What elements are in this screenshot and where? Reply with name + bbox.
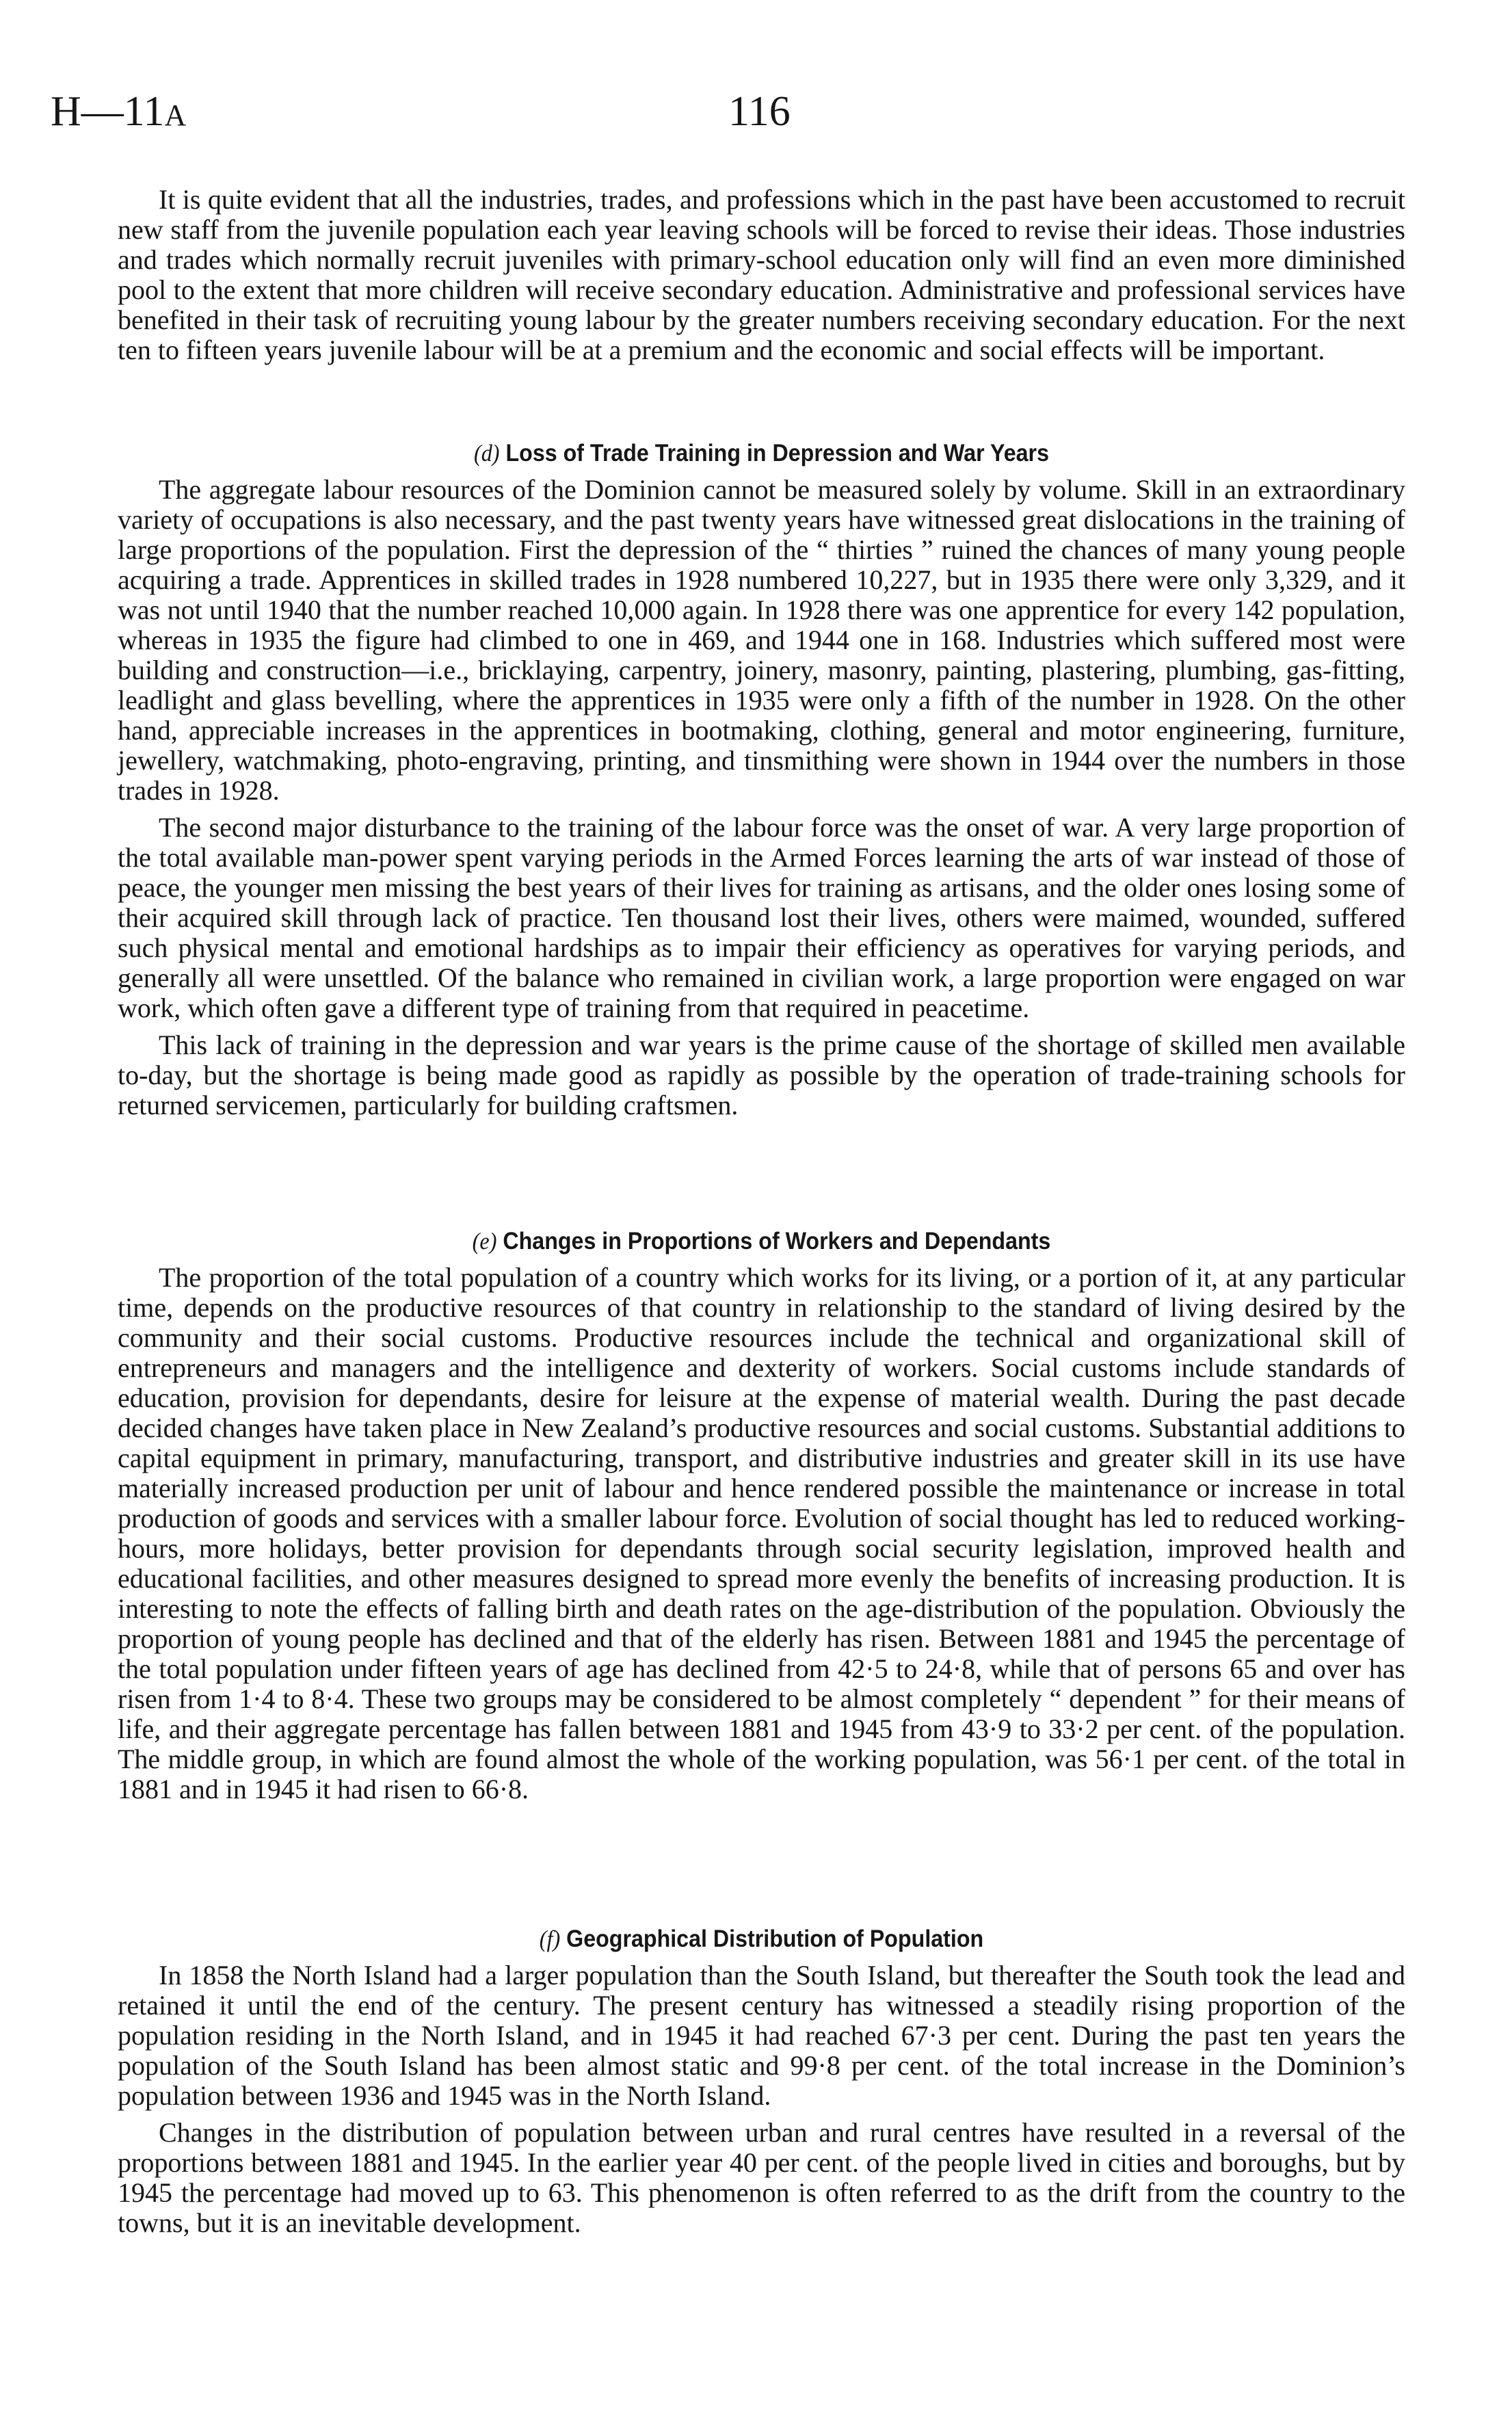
section-e — [118, 1226, 1405, 1811]
paragraph: In 1858 the North Island had a larger population than the South Island, but thereafter the South took the lead and retained it until the end of the century. The present century has witnessed a steadily rising proportion of the population residing in the North Island, and in 1945 it had reached 67·3 per cent. During the past ten years the population of the South Island has been almost static and 99·8 per cent. of the total increase in the Dominion’s population between 1936 and 1945 was in the North Island. — [118, 1960, 1405, 2111]
section-title: Changes in Proportions of Workers and Dependants — [503, 1228, 1051, 1254]
report-code-main: H—11 — [51, 88, 165, 135]
paragraph: The proportion of the total population of a country which works for its living, or a portion of it, at any particular time, depends on the productive resources of that country in relationship to the standard of living desired by the community and their social customs. Productive resources include the technical and organizational skill of entrepreneurs and managers and the intelligence and dexterity of workers. Social customs include standards of education, provision for dependants, desire for leisure at the expense of material wealth. During the past decade decided changes have taken place in New Zealand’s productive resources and social customs. Substantial additions to capital equipment in primary, manufacturing, transport, and distributive industries and greater skill in its use have materially increased production per unit of labour and hence rendered possible the maintenance or increase in total production of goods and services with a smaller labour force. Evolution of social thought has led to reduced working-hours, more holidays, better provision for dependants through social security legislation, improved health and educational facilities, and other measures designed to spread more evenly the benefits of increasing production. It is interesting to note the effects of falling birth and death rates on the age-distribution of the population. Obviously the proportion of young people has declined and that of the elderly has risen. Between 1881 and 1945 the percentage of the total population under fifteen years of age has declined from 42·5 to 24·8, while that of persons 65 and over has risen from 1·4 to 8·4. These two groups may be considered to be almost completely “ dependent ” for their means of life, and their aggregate percentage has fallen between 1881 and 1945 from 43·9 to 33·2 per cent. of the population. The middle group, in which are found almost the whole of the working population, was 56·1 per cent. of the total in 1881 and in 1945 it had risen to 66·8. — [118, 1262, 1405, 1804]
report-code-suffix: A — [164, 98, 187, 132]
section-intro — [118, 185, 1405, 372]
paragraph: It is quite evident that all the industries, trades, and professions which in the past have been accustomed to recruit new staff from the juvenile population each year leaving schools will be forced to revise their ideas. Those industries and trades which normally recruit juveniles with primary-school education only will find an even more diminished pool to the extent that more children will receive secondary education. Administrative and professional services have benefited in their task of recruiting young labour by the greater numbers receiving secondary education. For the next ten to fifteen years juvenile labour will be at a premium and the economic and social effects will be important. — [118, 184, 1405, 365]
section-d — [118, 438, 1405, 1127]
section-heading — [169, 1226, 1353, 1257]
section-heading — [169, 438, 1353, 469]
page-number: 116 — [728, 88, 791, 135]
paragraph: The aggregate labour resources of the Dominion cannot be measured solely by volume. Skill in an extraordinary variety of occupations is also necessary, and the past twenty years have witnessed great dislocations in the training of large proportions of the population. First the depression of the “ thirties ” ruined the chances of many young people acquiring a trade. Apprentices in skilled trades in 1928 numbered 10,227, but in 1935 there were only 3,329, and it was not until 1940 that the number reached 10,000 again. In 1928 there was one apprentice for every 142 population, whereas in 1935 the figure had climbed to one in 469, and 1944 one in 168. Industries which suffered most were building and construction—i.e., bricklaying, carpentry, joinery, masonry, painting, plastering, plumbing, gas-fitting, leadlight and glass bevelling, where the apprentices in 1935 were only a fifth of the number in 1928. On the other hand, appreciable increases in the apprentices in bootmaking, clothing, general and motor engineering, furniture, jewellery, watchmaking, photo-engraving, printing, and tinsmithing were shown in 1944 over the numbers in those trades in 1928. — [118, 474, 1405, 806]
section-letter: (d) — [473, 440, 500, 466]
section-title: Loss of Trade Training in Depression and War Years — [505, 440, 1049, 466]
section-letter: (f) — [539, 1926, 561, 1952]
section-heading — [169, 1923, 1353, 1955]
section-title: Geographical Distribution of Population — [566, 1926, 984, 1952]
paragraph: This lack of training in the depression and war years is the prime cause of the shortage of skilled men available to-day, but the shortage is being made good as rapidly as possible by the operation of trade-training schools for returned servicemen, particularly for building craftsmen. — [118, 1029, 1405, 1120]
paragraph: The second major disturbance to the training of the labour force was the onset of war. A very large proportion of the total available man-power spent varying periods in the Armed Forces learning the arts of war instead of those of peace, the younger men missing the best years of their lives for training as artisans, and the older ones losing some of their acquired skill through lack of practice. Ten thousand lost their lives, others were maimed, wounded, suffered such physical mental and emotional hardships as to impair their efficiency as operatives for varying periods, and generally all were unsettled. Of the balance who remained in civilian work, a large proportion were engaged on war work, which often gave a different type of training from that required in peacetime. — [118, 812, 1405, 1023]
section-f — [118, 1923, 1405, 2245]
paragraph: Changes in the distribution of population between urban and rural centres have resulted in a reversal of the proportions between 1881 and 1945. In the earlier year 40 per cent. of the people lived in cities and boroughs, but by 1945 the percentage had moved up to 63. This phenomenon is often referred to as the drift from the country to the towns, but it is an inevitable development. — [118, 2117, 1405, 2238]
section-letter: (e) — [472, 1228, 497, 1254]
report-code — [51, 88, 186, 140]
